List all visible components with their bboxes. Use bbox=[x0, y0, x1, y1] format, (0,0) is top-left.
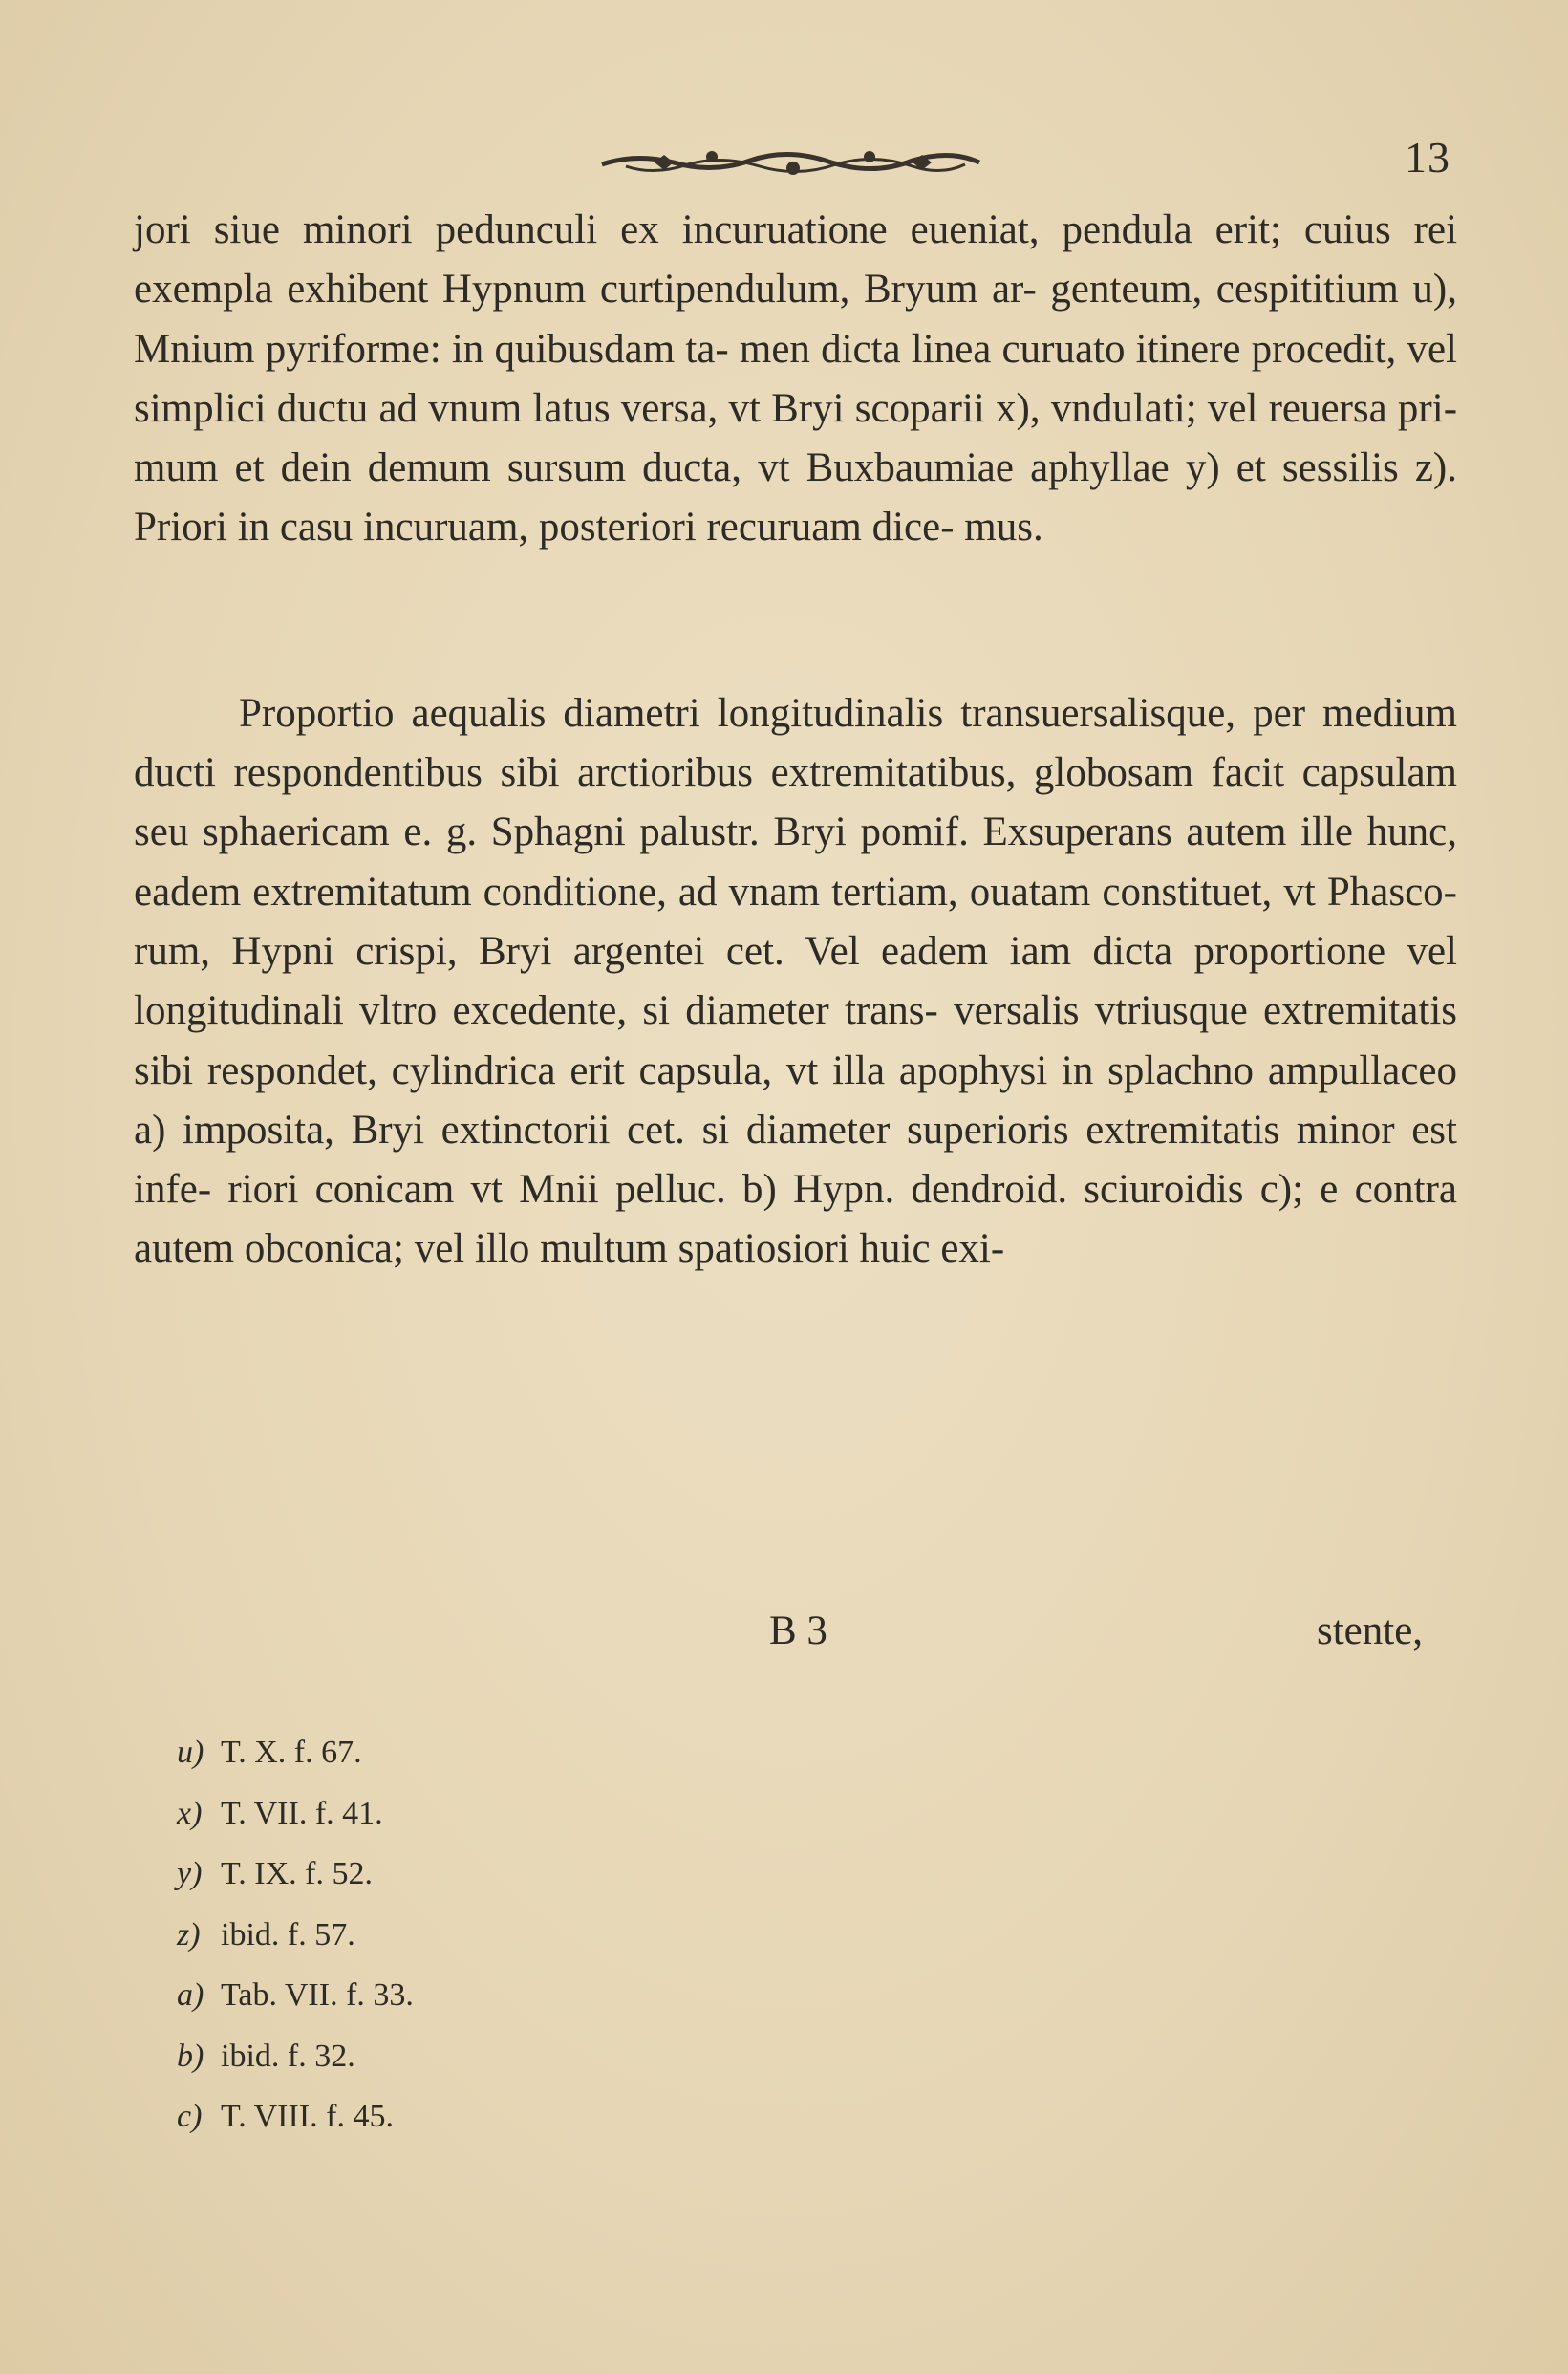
footnote-mark: b) bbox=[177, 2038, 204, 2074]
line: contra autem obconica; vel illo multum spatiosiori huic exi- bbox=[134, 1167, 1457, 1272]
footnote-mark: a) bbox=[177, 1977, 204, 2013]
footnote bbox=[177, 2026, 414, 2087]
line: men dicta linea curuato itinere procedit, vel simplici ductu ad bbox=[134, 326, 1457, 431]
line: rum, Hypni crispi, Bryi argentei cet. Vel eadem iam dicta bbox=[134, 928, 1173, 974]
footnote bbox=[177, 1844, 414, 1905]
line: cuius rei exempla exhibent Hypnum curtipendulum, Bryum ar- bbox=[134, 207, 1458, 313]
line: jori siue minori pedunculi ex incuruatione eueniat, pendula erit; bbox=[134, 207, 1281, 252]
line: genteum, cespititium u), Mnium pyriforme: in quibusdam ta- bbox=[134, 267, 1457, 372]
line: riori conicam vt Mnii pelluc. b) Hypn. dendroid. sciuroidis c); e bbox=[227, 1167, 1339, 1213]
footnote-mark: u) bbox=[177, 1735, 204, 1770]
line: mum et dein demum sursum ducta, vt Buxbaumiae aphyllae y) et bbox=[134, 445, 1266, 491]
decorative-headpiece-ornament bbox=[597, 134, 984, 191]
footnote bbox=[177, 1722, 414, 1783]
catchword: stente, bbox=[1317, 1608, 1424, 1653]
footnote-mark: z) bbox=[177, 1916, 201, 1953]
footnote-text: T. VIII. f. 45. bbox=[221, 2099, 394, 2134]
line: capsula, vt illa apophysi in splachno ampullaceo a) imposita, Bryi bbox=[134, 1047, 1457, 1153]
paragraph-2 bbox=[134, 684, 1457, 1280]
footnote bbox=[177, 1905, 414, 1966]
signature-mark: B 3 bbox=[769, 1608, 827, 1653]
footnote-text: Tab. VII. f. 33. bbox=[221, 1977, 414, 2013]
footnote bbox=[177, 2086, 414, 2147]
footnote-text: T. X. f. 67. bbox=[221, 1735, 362, 1770]
footnote-mark: c) bbox=[177, 2099, 203, 2134]
line: sessilis z). Priori in casu incuruam, posteriori recuruam dice- bbox=[134, 445, 1458, 550]
footnote-mark: y) bbox=[177, 1856, 203, 1891]
body-text bbox=[134, 201, 1457, 1280]
line: extinctorii cet. si diameter superioris extremitatis minor est infe- bbox=[134, 1107, 1457, 1213]
footnotes bbox=[177, 1722, 414, 2147]
line: proportione vel longitudinali vltro excedente, si diameter trans- bbox=[134, 928, 1457, 1034]
line: mus. bbox=[964, 505, 1043, 550]
paragraph-1 bbox=[134, 201, 1457, 558]
footnote bbox=[177, 1783, 414, 1845]
footnote-text: T. VII. f. 41. bbox=[221, 1795, 383, 1831]
line: Bryi pomif. Exsuperans autem ille hunc, eadem extremitatum bbox=[134, 809, 1457, 915]
line: conditione, ad vnam tertiam, ouatam constituet, vt Phasco- bbox=[483, 869, 1458, 915]
footnote-text: T. IX. f. 52. bbox=[221, 1856, 373, 1891]
line: globosam facit capsulam seu sphaericam e. g. Sphagni palustr. bbox=[134, 750, 1457, 855]
footnote-mark: x) bbox=[177, 1795, 203, 1831]
page-number: 13 bbox=[1405, 133, 1450, 182]
footnote-text: ibid. f. 57. bbox=[221, 1916, 355, 1953]
footnote bbox=[177, 1965, 414, 2026]
line: versalis vtriusque extremitatis sibi respondet, cylindrica erit bbox=[134, 988, 1458, 1093]
line: per medium ducti respondentibus sibi arctioribus extremitatibus, bbox=[134, 690, 1457, 796]
line: Proportio aequalis diametri longitudinalis transuersalisque, bbox=[239, 690, 1236, 736]
line: vnum latus versa, vt Bryi scoparii x), vndulati; vel reuersa pri- bbox=[428, 385, 1458, 431]
footnote-text: ibid. f. 32. bbox=[221, 2038, 355, 2074]
